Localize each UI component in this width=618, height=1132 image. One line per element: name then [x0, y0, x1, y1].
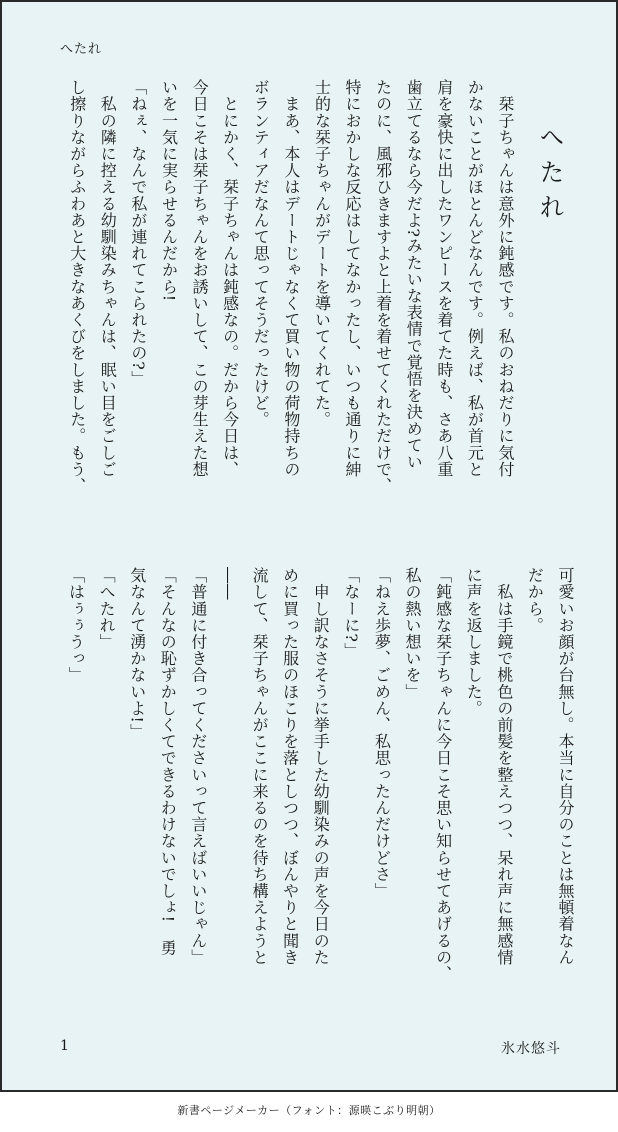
text-line: 今日こそは栞子ちゃんをお誘いして、この芽生えた想	[190, 79, 210, 478]
text-line: まあ、本人はデートじゃなくて買い物の荷物持ちの	[281, 79, 301, 478]
text-line: いを一気に実らせるんだから!	[159, 79, 179, 302]
text-line: 肩を豪快に出したワンピースを着てた時も、さあ八重	[434, 79, 454, 478]
text-line: 「普通に付き合ってくださいって言えばいいじゃん」	[188, 567, 208, 966]
text-line: かないことがほとんどなんです。例えば、私が首元と	[465, 79, 485, 478]
page-number: 1	[60, 1038, 69, 1054]
text-line: 「ねぇ、なんで私が連れてこられたの?」	[128, 79, 148, 387]
text-line: 「鈍感な栞子ちゃんに今日こそ思い知らせてあげるの、	[433, 567, 453, 982]
text-line: 私の熱い想いを」	[403, 567, 423, 700]
text-line: ――	[219, 567, 239, 601]
footer-caption: 新書ページメーカー（フォント：源暎こぶり明朝）	[177, 1104, 441, 1117]
text-line: に声を返しました。	[464, 567, 484, 717]
text-line: 栞子ちゃんは意外に鈍感です。私のおねだりに気付	[496, 79, 515, 478]
text-block-bottom	[60, 567, 580, 1017]
text-line: 「なーに?」	[341, 567, 361, 660]
author-name: 氷水悠斗	[501, 1041, 561, 1057]
text-line: し擦りながらふわあと大きなあくびをしました。もう、	[67, 79, 87, 494]
text-line: とにかく、栞子ちゃんは鈍感なの。だから今日は、	[220, 79, 240, 478]
chapter-title: へたれ	[536, 124, 565, 229]
text-line: 士的な栞子ちゃんがデートを導いてくれてた。	[312, 79, 332, 428]
text-line: だから。	[525, 567, 545, 634]
text-line: たのに、風邪ひきますよと上着を着せてくれただけで、	[373, 79, 393, 494]
running-header: へたれ	[60, 42, 103, 57]
text-line: 申し訳なさそうに挙手した幼馴染みの声を今日のた	[311, 567, 331, 966]
text-line: 気なんて湧かないよ!」	[127, 567, 147, 741]
text-line: 私の隣に控える幼馴染みちゃんは、眠い目をごしご	[98, 79, 118, 478]
text-line: 可愛いお顔が台無し。本当に自分のことは無頓着なん	[556, 567, 575, 966]
text-block-top	[60, 79, 520, 539]
text-line: 歯立てるなら今だよ?みたいな表情で覚悟を決めてい	[404, 79, 424, 470]
text-line: めに買った服のほこりを落としつつ、ぼんやりと聞き	[280, 567, 300, 966]
text-line: 特におかしな反応はしてなかったし、いつも通りに紳	[343, 79, 363, 478]
text-line: 流して、栞子ちゃんがここに来るのを待ち構えようと	[250, 567, 270, 966]
text-line: 「ねえ歩夢、ごめん、私思ったんだけどさ」	[372, 567, 392, 899]
text-line: 「そんなの恥ずかしくてできるわけないでしょ! 勇	[158, 567, 178, 956]
text-line: 「へたれ」	[97, 567, 117, 650]
text-line: 私は手鏡で桃色の前髪を整えつつ、呆れ声に無感情	[494, 567, 514, 966]
text-line: ボランティアだなんて思ってそうだったけど。	[251, 79, 271, 428]
text-line: 「はぅぅうっ」	[66, 567, 86, 684]
